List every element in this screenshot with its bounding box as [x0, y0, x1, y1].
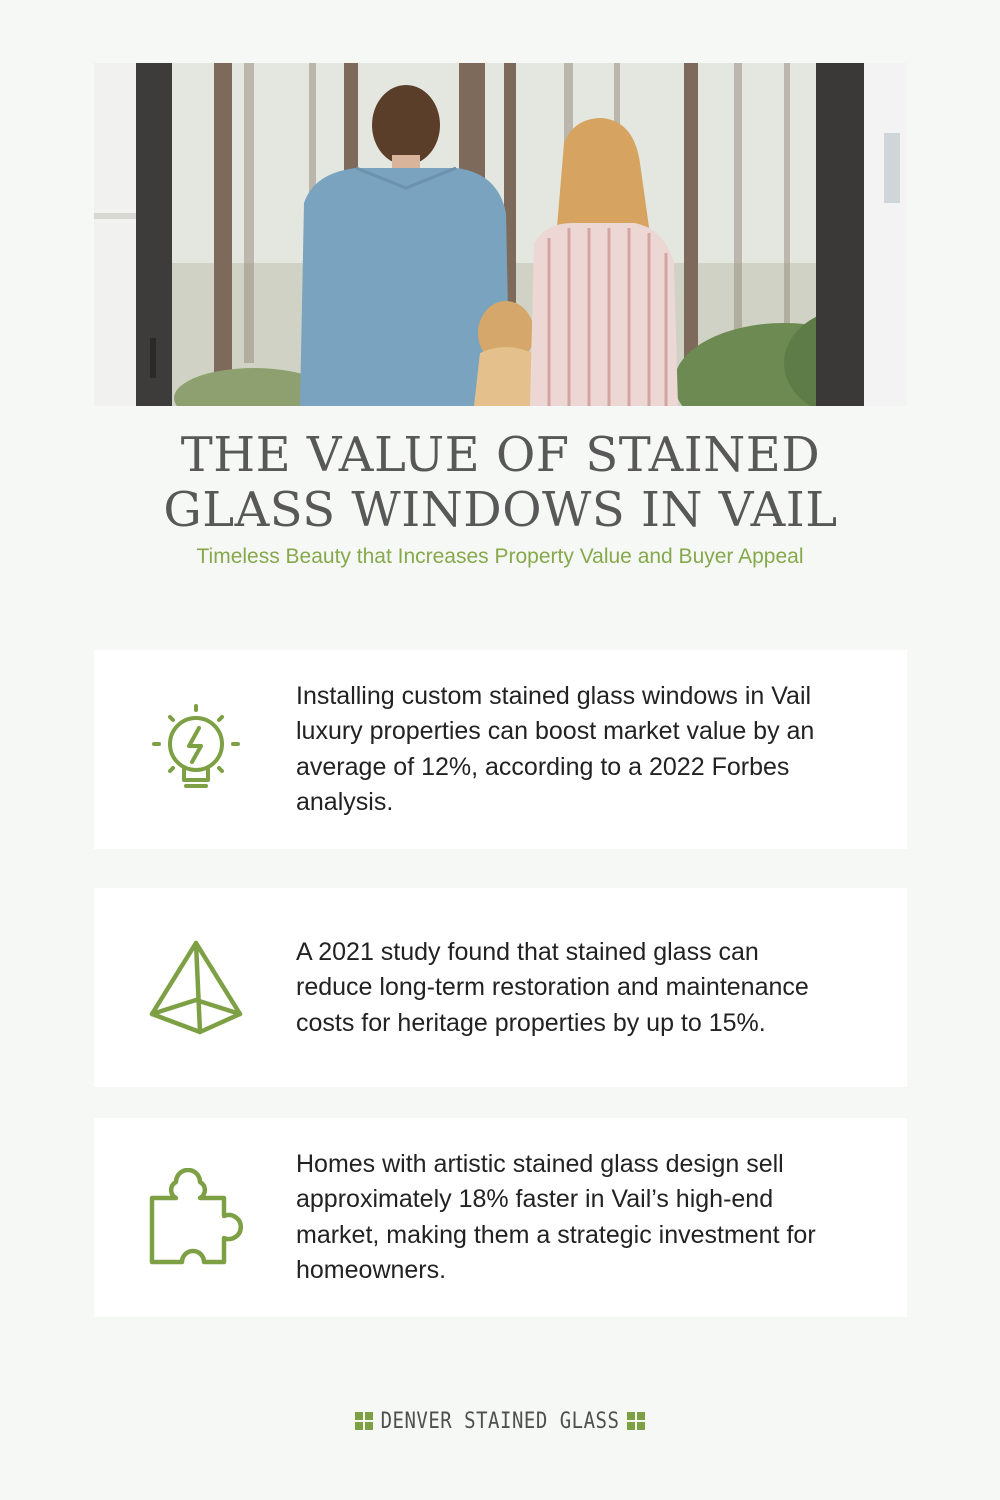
pyramid-icon — [146, 938, 246, 1038]
fact-card — [94, 888, 907, 1087]
page-subtitle: Timeless Beauty that Increases Property Value and Buyer Appeal — [196, 545, 804, 568]
fact-text: Installing custom stained glass windows in Vail luxury properties can boost market value by an average of 12%, according to a 2022 Forbes analysis. — [296, 681, 815, 816]
fact-text: Homes with artistic stained glass design sell approximately 18% faster in Vail’s high-end market, making them a strategic investment for homeowners. — [296, 1149, 816, 1284]
page-title: THE VALUE OF STAINED GLASS WINDOWS IN VAIL — [163, 427, 838, 538]
fact-text: A 2021 study found that stained glass can reduce long-term restoration and maintenance costs for heritage properties by up to 15%. — [296, 937, 809, 1037]
stained-glass-grid-icon — [355, 1412, 373, 1430]
puzzle-piece-icon — [146, 1168, 246, 1268]
lightbulb-icon — [146, 700, 246, 800]
brand-logo — [0, 1408, 1000, 1434]
brand-name: DENVER STAINED GLASS — [380, 1408, 620, 1434]
stained-glass-grid-icon — [627, 1412, 645, 1430]
hero-photo — [94, 63, 907, 406]
fact-card — [94, 1118, 907, 1317]
fact-card — [94, 650, 907, 849]
